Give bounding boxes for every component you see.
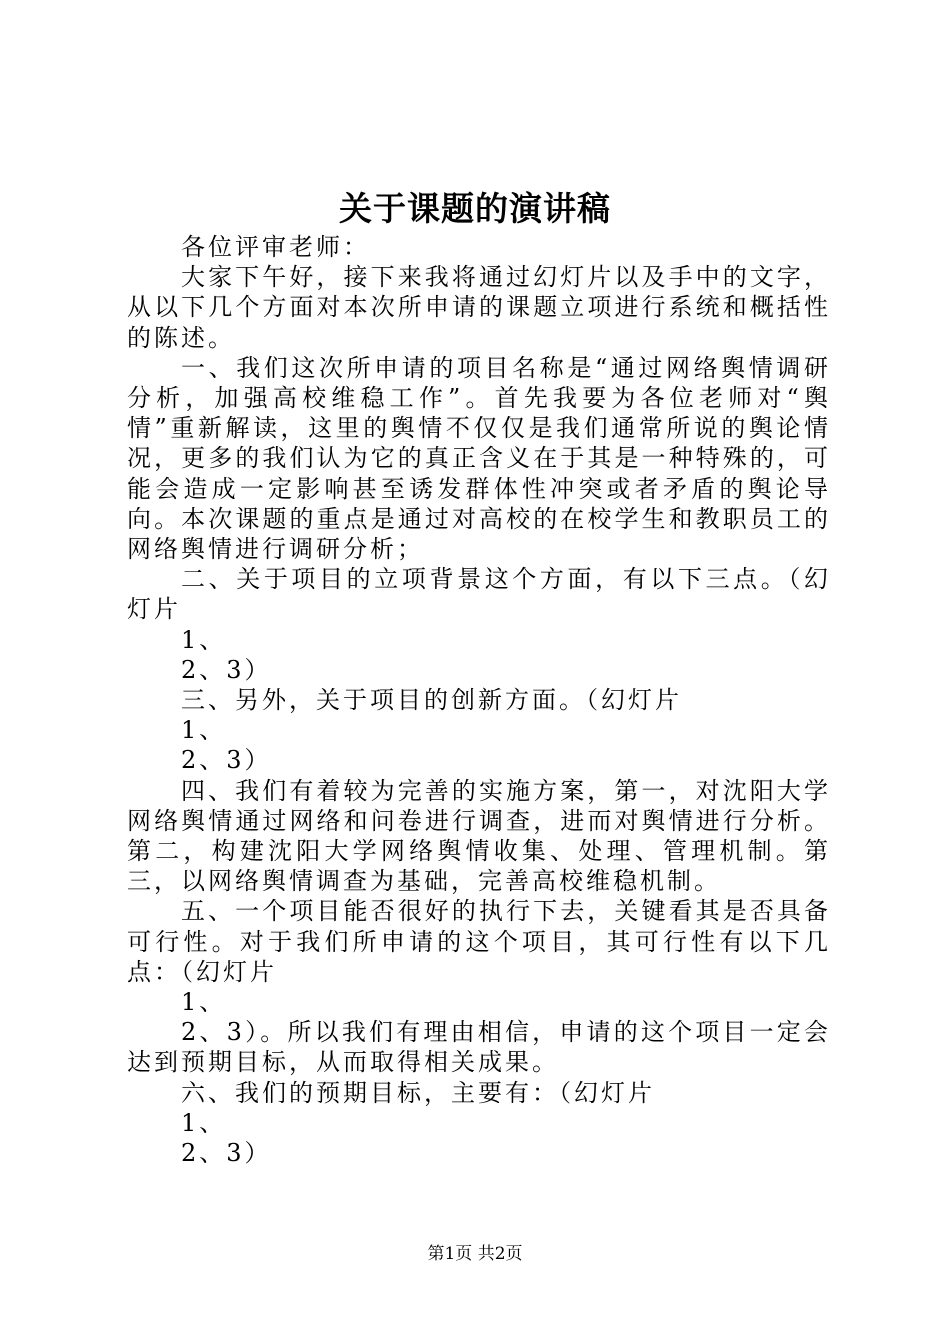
paragraph-section-3: 三、另外，关于项目的创新方面。（幻灯片 — [181, 686, 682, 715]
paragraph-item: 1、 — [181, 625, 227, 654]
paragraph-item: 2、3） — [181, 655, 272, 684]
paragraph-section-6: 六、我们的预期目标，主要有：（幻灯片 — [181, 1078, 655, 1107]
paragraph-section-5: 五、一个项目能否很好的执行下去，关键看其是否具备可行性。对于我们所申请的这个项目，其可行性有以下几点：（幻灯片 — [127, 897, 831, 986]
paragraph-section-4: 四、我们有着较为完善的实施方案，第一，对沈阳大学网络舆情通过网络和问卷进行调查，进而对舆情进行分析。第二，构建沈阳大学网络舆情收集、处理、管理机制。第三，以网络舆情调查为基础，完善高校维稳机制。 — [127, 776, 831, 896]
paragraph-section-1: 一、我们这次所申请的项目名称是“通过网络舆情调研分析，加强高校维稳工作”。首先我要为各位老师对“舆情”重新解读，这里的舆情不仅仅是我们通常所说的舆论情况，更多的我们认为它的真正含义在于其是一种特殊的，可能会造成一定影响甚至诱发群体性冲突或者矛盾的舆论导向。本次课题的重点是通过对高校的在校学生和教职员工的网络舆情进行调研分析； — [127, 353, 831, 564]
paragraph-salutation: 各位评审老师： — [181, 233, 370, 261]
paragraph-item: 1、 — [181, 988, 227, 1017]
document-title: 关于课题的演讲稿 — [339, 189, 611, 228]
paragraph-item: 2、3） — [181, 1139, 272, 1168]
paragraph-item: 1、 — [181, 1108, 227, 1137]
paragraph-item: 2、3）。所以我们有理由相信，申请的这个项目一定会达到预期目标，从而取得相关成果。 — [127, 1018, 831, 1077]
page-number-footer: 第1页 共2页 — [427, 1244, 523, 1264]
paragraph-item: 2、3） — [181, 746, 272, 775]
paragraph-intro: 大家下午好，接下来我将通过幻灯片以及手中的文字，从以下几个方面对本次所申请的课题立项进行系统和概括性的陈述。 — [127, 263, 831, 352]
paragraph-item: 1、 — [181, 716, 227, 745]
paragraph-section-2: 二、关于项目的立项背景这个方面，有以下三点。（幻灯片 — [127, 565, 831, 624]
document-body — [127, 232, 831, 1168]
